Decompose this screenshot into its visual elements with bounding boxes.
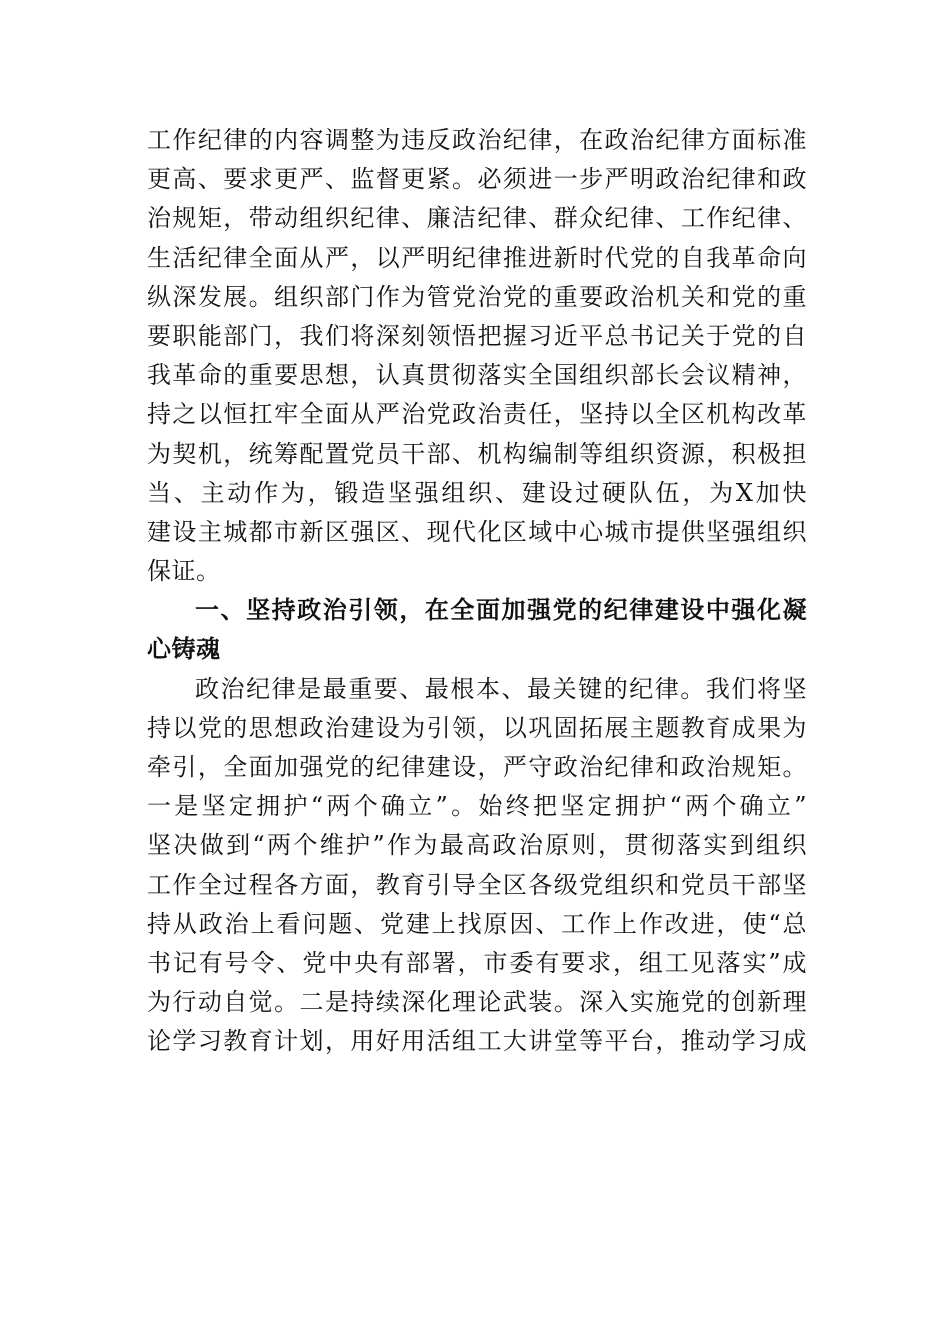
text-line: 更高、要求更严、监督更紧。必须进一步严明政治纪律和政 — [147, 165, 807, 194]
text-line: 生活纪律全面从严，以严明纪律推进新时代党的自我革命向 — [147, 243, 807, 272]
heading-line: 心铸魂 — [147, 635, 221, 664]
text-line: 治规矩，带动组织纪律、廉洁纪律、群众纪律、工作纪律、 — [147, 204, 807, 233]
text-line: 建设主城都市新区强区、现代化区域中心城市提供坚强组织 — [147, 517, 807, 546]
text-line: 论学习教育计划，用好用活组工大讲堂等平台，推动学习成 — [147, 1027, 807, 1056]
text-line: 为契机，统筹配置党员干部、机构编制等组织资源，积极担 — [147, 439, 807, 468]
heading-line: 一、坚持政治引领，在全面加强党的纪律建设中强化凝 — [195, 596, 807, 625]
text-line: 书记有号令、党中央有部署，市委有要求，组工见落实”成 — [147, 948, 807, 977]
document-body — [147, 121, 807, 1062]
text-line: 当、主动作为，锻造坚强组织、建设过硬队伍，为X加快 — [147, 478, 807, 507]
text-line: 纵深发展。组织部门作为管党治党的重要政治机关和党的重 — [147, 282, 807, 311]
text-line: 坚决做到“两个维护”作为最高政治原则，贯彻落实到组织 — [147, 831, 807, 860]
text-line: 保证。 — [147, 557, 221, 586]
text-line: 持之以恒扛牢全面从严治党政治责任，坚持以全区机构改革 — [147, 400, 807, 429]
paragraph — [147, 670, 807, 1062]
text-line: 一是坚定拥护“两个确立”。始终把坚定拥护“两个确立” — [147, 792, 807, 821]
text-line: 持以党的思想政治建设为引领，以巩固拓展主题教育成果为 — [147, 713, 807, 742]
paragraph-continuation — [147, 121, 807, 591]
text-line: 工作纪律的内容调整为违反政治纪律，在政治纪律方面标准 — [147, 126, 807, 154]
text-line: 工作全过程各方面，教育引导全区各级党组织和党员干部坚 — [147, 870, 807, 899]
text-line: 为行动自觉。二是持续深化理论武装。深入实施党的创新理 — [147, 988, 807, 1017]
text-line: 持从政治上看问题、党建上找原因、工作上作改进，使“总 — [147, 909, 807, 938]
text-line: 我革命的重要思想，认真贯彻落实全国组织部长会议精神， — [147, 361, 807, 390]
text-line: 要职能部门，我们将深刻领悟把握习近平总书记关于党的自 — [147, 321, 807, 350]
section-heading — [147, 591, 807, 669]
text-line: 政治纪律是最重要、最根本、最关键的纪律。我们将坚 — [195, 674, 807, 703]
text-line: 牵引，全面加强党的纪律建设，严守政治纪律和政治规矩。 — [147, 753, 807, 781]
